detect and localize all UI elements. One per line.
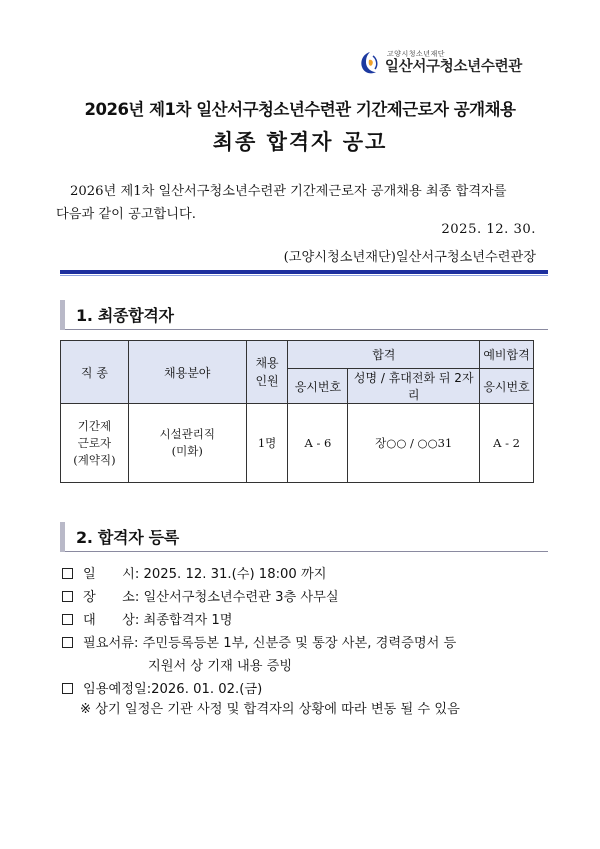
- start-date: 임용예정일:2026. 01. 02.(금): [83, 682, 263, 697]
- square-bullet-icon: [62, 568, 73, 579]
- cell-field: 시설관리직 (미화): [128, 404, 246, 483]
- cell-pass-name: 장○○ / ○○31: [348, 404, 480, 483]
- document-title: 2026년 제1차 일산서구청소년수련관 기간제근로자 공개채용: [84, 100, 516, 119]
- section-title: 2. 합격자 등록: [76, 528, 179, 547]
- header-pass: 합격: [288, 341, 480, 369]
- section-header-registration: [60, 522, 548, 552]
- schedule-note: ※ 상기 일정은 기관 사정 및 합격자의 상황에 따라 변동 될 수 있음: [80, 702, 460, 717]
- intro-line-2: 다음과 같이 공고합니다.: [56, 207, 196, 222]
- list-item: [62, 563, 456, 586]
- item-label: 대 상:: [83, 613, 140, 628]
- item-value: 일산서구청소년수련관 3층 사무실: [143, 590, 339, 605]
- square-bullet-icon: [62, 637, 73, 648]
- item-value: 주민등록등본 1부, 신분증 및 통장 사본, 경력증명서 등: [142, 636, 457, 651]
- registration-list: [62, 563, 456, 701]
- intro-line-1: 2026년 제1차 일산서구청소년수련관 기간제근로자 공개채용 최종 합격자를: [70, 184, 507, 199]
- cell-reserve-number: A - 2: [480, 404, 534, 483]
- cell-job-type: 기간제 근로자 (계약직): [61, 404, 129, 483]
- section-underline: [65, 329, 548, 330]
- table-header-row: [61, 341, 534, 369]
- organization-logo: [359, 50, 522, 76]
- header-pass-name: 성명 / 휴대전화 뒤 2자리: [348, 369, 480, 404]
- list-item: [62, 609, 456, 632]
- header-pass-number: 응시번호: [288, 369, 348, 404]
- results-table: [60, 340, 534, 483]
- square-bullet-icon: [62, 683, 73, 694]
- item-value: 2025. 12. 31.(수) 18:00 까지: [143, 567, 327, 582]
- item-label: 일 시:: [83, 567, 140, 582]
- divider-thick: [60, 270, 548, 274]
- document-heading: 최종 합격자 공고: [212, 130, 388, 154]
- intro-paragraph: [56, 180, 546, 226]
- section-title: 1. 최종합격자: [76, 306, 174, 325]
- announcement-date: 2025. 12. 30.: [441, 222, 536, 237]
- header-reserve-number: 응시번호: [480, 369, 534, 404]
- header-reserve: 예비합격: [480, 341, 534, 369]
- logo-mark-icon: [359, 50, 381, 76]
- square-bullet-icon: [62, 591, 73, 602]
- cell-pass-number: A - 6: [288, 404, 348, 483]
- item-label: 장 소:: [83, 590, 140, 605]
- section-bar: [60, 522, 65, 552]
- list-item-continuation: 지원서 상 기재 내용 증빙: [148, 659, 293, 674]
- table-row: [61, 404, 534, 483]
- section-header-final-passers: [60, 300, 548, 330]
- section-bar: [60, 300, 65, 330]
- header-count: 채용 인원: [246, 341, 288, 404]
- item-label: 필요서류:: [83, 636, 139, 651]
- list-item: [62, 586, 456, 609]
- divider-thin: [60, 275, 548, 276]
- cell-count: 1명: [246, 404, 288, 483]
- header-job-type: 직 종: [61, 341, 129, 404]
- header-field: 채용분야: [128, 341, 246, 404]
- logo-title: 일산서구청소년수련관: [384, 59, 522, 76]
- logo-subtitle: 고양시청소년재단: [386, 50, 446, 59]
- section-underline: [65, 551, 548, 552]
- square-bullet-icon: [62, 614, 73, 625]
- item-value: 최종합격자 1명: [143, 613, 233, 628]
- list-item: [62, 632, 456, 655]
- issuing-organization: (고양시청소년재단)일산서구청소년수련관장: [283, 250, 536, 265]
